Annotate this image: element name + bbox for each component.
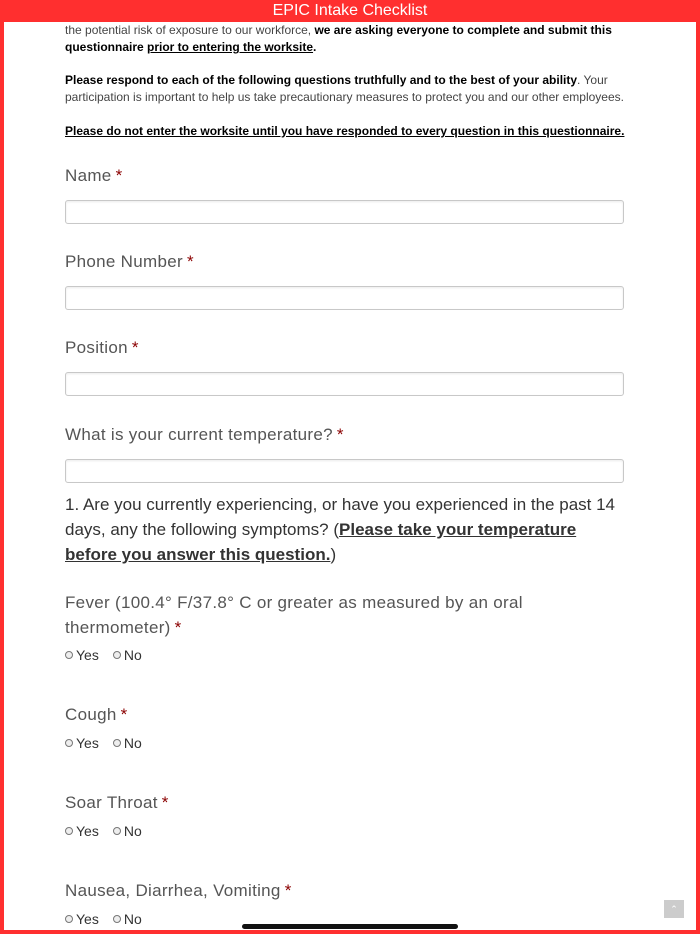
phone-label: Phone Number * — [65, 252, 194, 271]
form-page — [4, 22, 696, 930]
required-marker: * — [115, 166, 123, 185]
temperature-input[interactable] — [65, 459, 624, 483]
window-title: EPIC Intake Checklist — [0, 0, 700, 22]
position-input[interactable] — [65, 372, 624, 396]
intro-paragraph-1: the potential risk of exposure to our workforce, we are asking everyone to complete and submit this questionnaire prior to entering the worksite. — [65, 23, 612, 54]
radio-button[interactable] — [113, 915, 121, 923]
home-indicator[interactable] — [242, 924, 458, 929]
question-1: 1. Are you currently experiencing, or have you experienced in the past 14 days, any the following symptoms? (Please take your temperature before you answer this question.) — [65, 495, 616, 564]
cough-no-option[interactable]: No — [113, 735, 142, 751]
cough-yes-option[interactable]: Yes — [65, 735, 99, 751]
radio-button[interactable] — [65, 827, 73, 835]
cough-radio-group — [65, 735, 142, 751]
required-marker: * — [284, 881, 292, 900]
intro-warning: Please do not enter the worksite until you have responded to every question in this questionnaire. — [65, 124, 625, 138]
nausea-label: Nausea, Diarrhea, Vomiting * — [65, 881, 292, 900]
nausea-radio-group — [65, 911, 142, 927]
throat-yes-option[interactable]: Yes — [65, 823, 99, 839]
nausea-no-option[interactable]: No — [113, 911, 142, 927]
radio-button[interactable] — [113, 739, 121, 747]
throat-label: Soar Throat * — [65, 793, 169, 812]
required-marker: * — [120, 705, 128, 724]
fever-no-option[interactable]: No — [113, 647, 142, 663]
fever-label: Fever (100.4° F/37.8° C or greater as measured by an oral thermometer) * — [65, 593, 523, 637]
temperature-label: What is your current temperature? * — [65, 425, 344, 444]
position-label: Position * — [65, 338, 139, 357]
name-input[interactable] — [65, 200, 624, 224]
nausea-yes-option[interactable]: Yes — [65, 911, 99, 927]
radio-button[interactable] — [113, 651, 121, 659]
required-marker: * — [161, 793, 169, 812]
required-marker: * — [174, 618, 182, 637]
throat-radio-group — [65, 823, 142, 839]
chevron-up-icon[interactable]: ⌃ — [664, 900, 684, 918]
radio-button[interactable] — [65, 651, 73, 659]
required-marker: * — [336, 425, 344, 444]
intro-paragraph-2: Please respond to each of the following questions truthfully and to the best of your ability. Your participation is important to help us take precautionary measures to protect you and our other employees. — [65, 73, 624, 104]
radio-button[interactable] — [65, 915, 73, 923]
throat-no-option[interactable]: No — [113, 823, 142, 839]
radio-button[interactable] — [113, 827, 121, 835]
required-marker: * — [131, 338, 139, 357]
name-label: Name * — [65, 166, 123, 185]
radio-button[interactable] — [65, 739, 73, 747]
required-marker: * — [186, 252, 194, 271]
fever-yes-option[interactable]: Yes — [65, 647, 99, 663]
cough-label: Cough * — [65, 705, 128, 724]
phone-input[interactable] — [65, 286, 624, 310]
fever-radio-group — [65, 647, 142, 663]
